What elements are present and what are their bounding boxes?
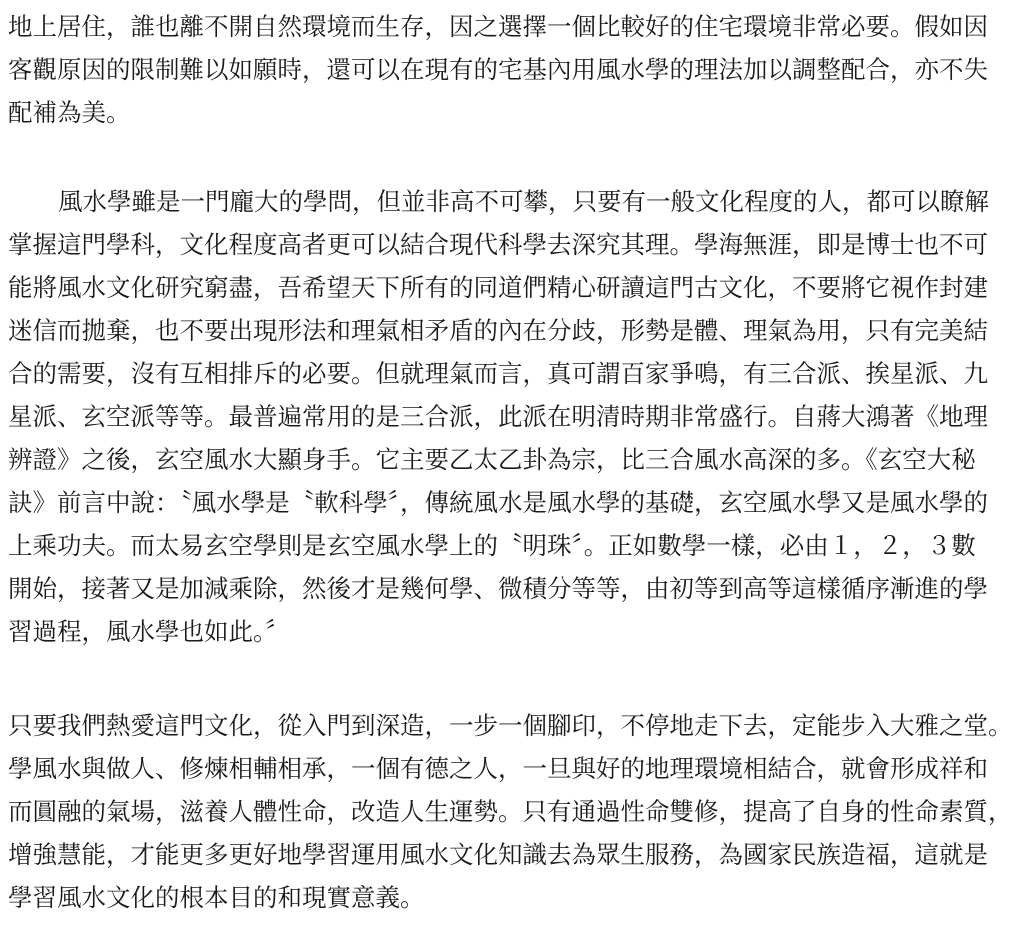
text-line: 訣》前言中說：〝風水學是〝軟科學〞，傳統風水是風水學的基礎，玄空風水學又是風水學的	[8, 488, 988, 517]
paragraph-2	[0, 180, 1024, 653]
text-line: 學風水與做人、修煉相輔相承，一個有德之人，一旦與好的地理環境相結合，就會形成祥和	[8, 754, 988, 783]
text-line: 而圓融的氣場，滋養人體性命，改造人生運勢。只有通過性命雙修，提高了自身的性命素質，	[8, 797, 1013, 826]
text-line: 掌握這門學科，文化程度高者更可以結合現代科學去深究其理。學海無涯，即是博士也不可	[8, 230, 988, 259]
text-line: 只要我們熱愛這門文化，從入門到深造，一步一個腳印，不停地走下去，定能步入大雅之堂。	[8, 711, 1013, 740]
paragraph-3	[0, 704, 1024, 919]
text-line: 迷信而拋棄，也不要出現形法和理氣相矛盾的內在分歧，形勢是體、理氣為用，只有完美結	[8, 316, 988, 345]
text-line: 合的需要，沒有互相排斥的必要。但就理氣而言，真可謂百家爭鳴，有三合派、挨星派、九	[8, 359, 988, 388]
text-line: 配補為美。	[8, 98, 131, 127]
text-line: 風水學雖是一門龐大的學問，但並非高不可攀，只要有一般文化程度的人，都可以瞭解	[58, 187, 989, 216]
text-line: 習過程，風水學也如此。〞	[8, 617, 290, 646]
text-line: 辨證》之後，玄空風水大顯身手。它主要乙太乙卦為宗，比三合風水高深的多。《玄空大秘	[8, 445, 976, 474]
text-line: 學習風水文化的根本目的和現實意義。	[8, 883, 425, 912]
text-line: 客觀原因的限制難以如願時，還可以在現有的宅基內用風水學的理法加以調整配合，亦不失	[8, 55, 988, 84]
text-line: 能將風水文化研究窮盡，吾希望天下所有的同道們精心研讀這門古文化，不要將它視作封建	[8, 273, 988, 302]
text-line: 開始，接著又是加減乘除，然後才是幾何學、微積分等等，由初等到高等這樣循序漸進的學	[8, 574, 988, 603]
text-line: 上乘功夫。而太易玄空學則是玄空風水學上的〝明珠〞。正如數學一樣，必由１，２，３數	[8, 531, 976, 560]
text-line: 增強慧能，才能更多更好地學習運用風水文化知識去為眾生服務，為國家民族造福，這就是	[8, 840, 988, 869]
paragraph-1	[0, 5, 1024, 134]
text-line: 星派、玄空派等等。最普遍常用的是三合派，此派在明清時期非常盛行。自蔣大鴻著《地理	[8, 402, 988, 431]
text-line: 地上居住，誰也離不開自然環境而生存，因之選擇一個比較好的住宅環境非常必要。假如因	[8, 12, 988, 41]
